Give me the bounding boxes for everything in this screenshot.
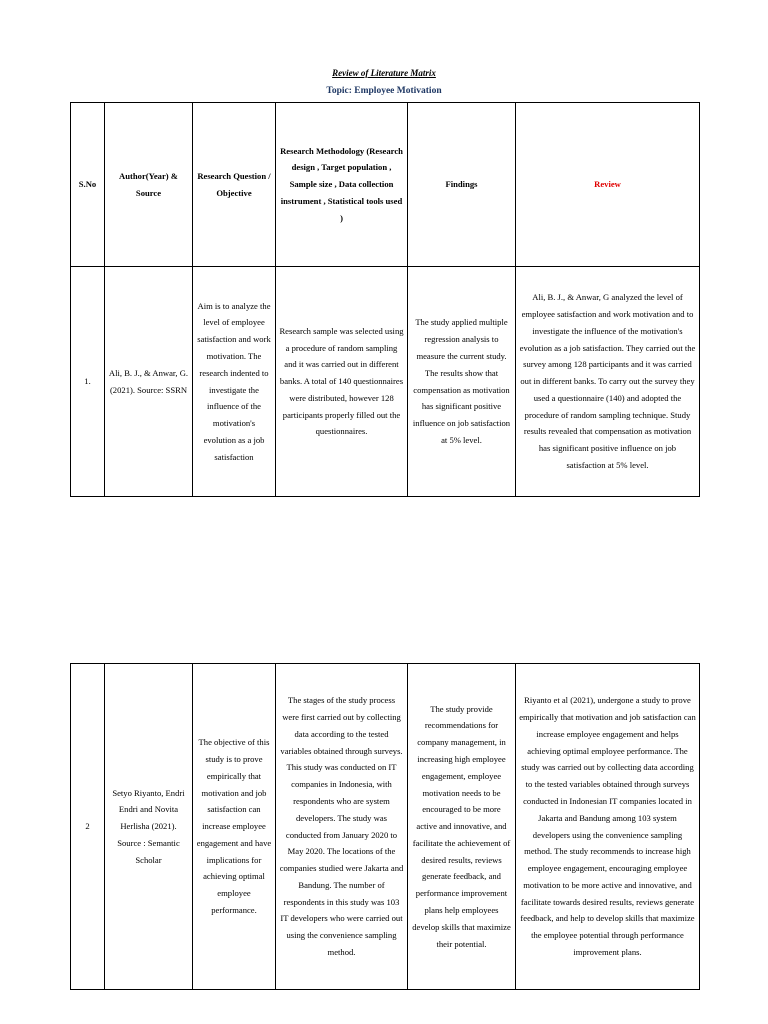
header-sno: S.No [71, 103, 105, 267]
header-author: Author(Year) & Source [105, 103, 193, 267]
header-review: Review [516, 103, 700, 267]
document-title: Review of Literature Matrix [332, 68, 436, 78]
literature-matrix-table-2 [70, 663, 700, 990]
literature-matrix-table-1 [70, 102, 700, 497]
cell-sno: 1. [71, 267, 105, 497]
cell-review: Ali, B. J., & Anwar, G analyzed the level of employee satisfaction and work motivation and to investigate the influence of the motivation's evolution as a job satisfaction. They carried out the survey among 128 participants and it was carried out in different banks. To carry out the survey they used a questionnaire (140) and adopted the procedure of random sampling technique. Study results revealed that compensation as motivation has significant positive influence on job satisfaction at 5% level. [516, 267, 700, 497]
cell-findings: The study applied multiple regression analysis to measure the current study. The results show that compensation as motivation has significant positive influence on job satisfaction at 5% level. [408, 267, 516, 497]
table-row [71, 267, 700, 497]
cell-author: Ali, B. J., & Anwar, G. (2021). Source: SSRN [105, 267, 193, 497]
cell-review: Riyanto et al (2021), undergone a study to prove empirically that motivation and job satisfaction can increase employee engagement and helps achieving optimal employee performance. The study was carried out by collecting data according to the tested variables obtained through surveys conducted in Indonesian IT companies located in Jakarta and Bandung among 103 system developers using the convenience sampling method. The study recommends to increase high employee engagement, encouraging employee motivation to be more active and innovative, and facilitate towards desired results, reviews generate feedback, and help to develop skills that maximize the employee potential through performance improvement plans. [516, 664, 700, 990]
cell-findings: The study provide recommendations for company management, in increasing high employee engagement, employee motivation needs to be encouraged to be more active and innovative, and facilitate the achievement of desired results, reviews generate feedback, and performance improvement plans help employees develop skills that maximize their potential. [408, 664, 516, 990]
header-row [71, 103, 700, 267]
cell-sno: 2 [71, 664, 105, 990]
cell-author: Setyo Riyanto, Endri Endri and Novita Herlisha (2021). Source : Semantic Scholar [105, 664, 193, 990]
cell-question: Aim is to analyze the level of employee satisfaction and work motivation. The research indented to investigate the influence of the motivation's evolution as a job satisfaction [193, 267, 276, 497]
topic-heading: Topic: Employee Motivation [326, 86, 442, 96]
header-methodology: Research Methodology (Research design , Target population , Sample size , Data collection instrument , Statistical tools used ) [276, 103, 408, 267]
cell-question: The objective of this study is to prove empirically that motivation and job satisfaction can increase employee engagement and have implications for achieving optimal employee performance. [193, 664, 276, 990]
table-row [71, 664, 700, 990]
header-findings: Findings [408, 103, 516, 267]
cell-methodology: The stages of the study process were first carried out by collecting data according to the tested variables obtained through surveys. This study was conducted on IT companies in Indonesia, with respondents who are system developers. The study was conducted from January 2020 to May 2020. The locations of the companies studied were Jakarta and Bandung. The number of respondents in this study was 103 IT developers who were carried out using the convenience sampling method. [276, 664, 408, 990]
header-question: Research Question / Objective [193, 103, 276, 267]
cell-methodology: Research sample was selected using a procedure of random sampling and it was carried out in different banks. A total of 140 questionnaires were distributed, however 128 participants properly filled out the questionnaires. [276, 267, 408, 497]
